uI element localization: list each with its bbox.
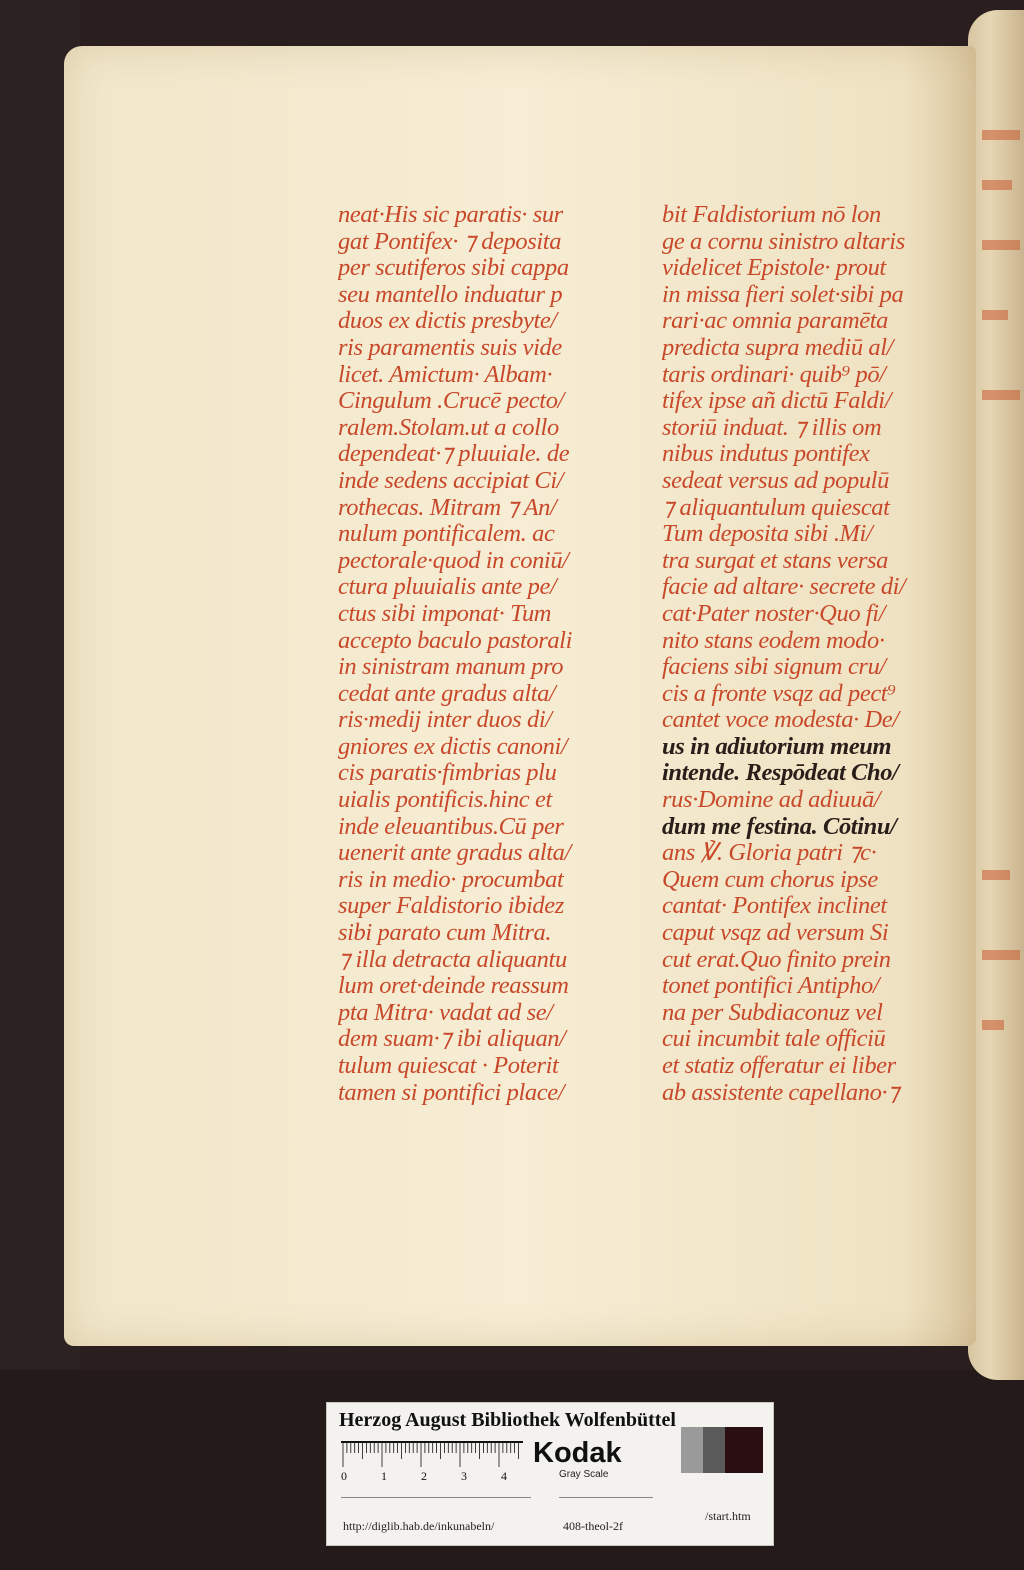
library-label xyxy=(326,1402,774,1546)
text-line: cantet voce modesta· De/ xyxy=(662,707,899,734)
text-line: videlicet Epistole· prout xyxy=(662,255,886,282)
text-line: licet. Amictum· Albam· xyxy=(338,361,553,388)
left-text-column xyxy=(338,202,630,1106)
text-line: Quem cum chorus ipse xyxy=(662,866,878,893)
ruler-numbers xyxy=(341,1469,531,1485)
text-line: inde eleuantibus.Cū per xyxy=(338,813,564,840)
text-line: nito stans eodem modo· xyxy=(662,627,885,654)
ruler-scale xyxy=(341,1441,523,1469)
text-line: tonet pontifici Antipho/ xyxy=(662,973,880,1000)
text-line: caput vsqz ad versum Si xyxy=(662,920,889,947)
text-line: cis a fronte vsqz ad pect⁹ xyxy=(662,680,896,707)
text-line: cantat· Pontifex inclinet xyxy=(662,893,887,920)
right-text-column xyxy=(662,202,954,1106)
ruler-number: 2 xyxy=(421,1469,427,1483)
text-line: tamen si pontifici place/ xyxy=(338,1079,565,1106)
text-line: ⁊ illa detracta aliquantu xyxy=(338,946,567,973)
text-line: ris in medio· procumbat xyxy=(338,866,564,893)
text-line: per scutiferos sibi cappa xyxy=(338,255,569,282)
shelfmark: 408-theol-2f xyxy=(563,1519,623,1533)
text-line: in sinistram manum pro xyxy=(338,654,564,681)
text-line: gniores ex dictis canoni/ xyxy=(338,733,568,760)
text-line: sedeat versus ad populū xyxy=(662,467,889,494)
gray-swatch-light xyxy=(681,1427,703,1473)
text-line: rus·Domine ad adiuuā/ xyxy=(662,787,881,814)
text-line: ralem.Stolam.ut a collo xyxy=(338,414,559,441)
text-line: tulum quiescat · Poterit xyxy=(338,1053,559,1079)
text-line: facie ad altare· secrete di/ xyxy=(662,574,906,601)
text-line: cat·Pater noster·Quo fi/ xyxy=(662,600,886,627)
library-title: Herzog August Bibliothek Wolfenbüttel xyxy=(339,1409,676,1431)
text-line: na per Subdiaconuz vel xyxy=(662,999,883,1026)
text-line: tifex ipse añ dictū Faldi/ xyxy=(662,388,892,415)
text-line: sibi parato cum Mitra. xyxy=(338,920,552,947)
text-line: rari·ac omnia paramēta xyxy=(662,308,888,335)
ruler-number: 4 xyxy=(501,1469,507,1483)
text-line: pectorale·quod in coniū/ xyxy=(338,547,569,574)
text-line: storiū induat. ⁊ illis om xyxy=(662,414,882,441)
text-line: uialis pontificis.hinc et xyxy=(338,787,552,814)
text-line: dem suam·⁊ ibi aliquan/ xyxy=(338,1026,566,1053)
text-line: et statiz offeratur ei liber xyxy=(662,1053,896,1079)
text-line: ctura pluuialis ante pe/ xyxy=(338,574,557,601)
text-line: us in adiutorium meum xyxy=(662,733,892,760)
text-line: ge a cornu sinistro altaris xyxy=(662,228,905,255)
text-line: Tum deposita sibi .Mi/ xyxy=(662,521,873,548)
text-line: ab assistente capellano·⁊ xyxy=(662,1079,899,1106)
text-line: cedat ante gradus alta/ xyxy=(338,680,556,707)
text-line: cui incumbit tale officiū xyxy=(662,1026,886,1053)
text-line: nulum pontificalem. ac xyxy=(338,521,555,548)
text-line: cis paratis·fimbrias plu xyxy=(338,760,557,787)
text-line: rothecas. Mitram ⁊ An/ xyxy=(338,494,557,521)
text-line: ctus sibi imponat· Tum xyxy=(338,600,552,627)
text-line: faciens sibi signum cru/ xyxy=(662,654,886,681)
url-left: http://diglib.hab.de/inkunabeln/ xyxy=(343,1519,495,1533)
text-line: dependeat·⁊ pluuiale. de xyxy=(338,441,570,468)
text-line: bit Faldistorium nō lon xyxy=(662,202,881,228)
text-line: seu mantello induatur p xyxy=(338,281,563,308)
text-line: duos ex dictis presbyte/ xyxy=(338,308,557,335)
text-line: ris paramentis suis vide xyxy=(338,334,562,361)
gray-swatch-mid xyxy=(703,1427,725,1473)
text-line: lum oret·deinde reassum xyxy=(338,973,569,1000)
text-line: dum me festina. Cōtinu/ xyxy=(662,813,897,840)
text-line: ⁊ aliquantulum quiescat xyxy=(662,494,890,521)
text-line: neat·His sic paratis· sur xyxy=(338,202,563,228)
text-line: ans ℣. Gloria patri ⁊c· xyxy=(662,840,877,867)
text-line: intende. Respōdeat Cho/ xyxy=(662,760,899,787)
text-line: uenerit ante gradus alta/ xyxy=(338,840,571,867)
text-line: super Faldistorio ibidez xyxy=(338,893,564,920)
url-right: /start.htm xyxy=(705,1509,751,1523)
text-line: taris ordinari· quib⁹ pō/ xyxy=(662,361,886,388)
ruler-number: 0 xyxy=(341,1469,347,1483)
text-line: pta Mitra· vadat ad se/ xyxy=(338,999,553,1026)
gray-swatch-dark xyxy=(725,1427,763,1473)
text-line: nibus indutus pontifex xyxy=(662,441,870,468)
manuscript-page xyxy=(64,46,976,1346)
ruler-number: 1 xyxy=(381,1469,387,1483)
kodak-logo: Kodak xyxy=(533,1437,622,1469)
text-line: gat Pontifex· ⁊ deposita xyxy=(338,228,562,255)
text-line: in missa fieri solet·sibi pa xyxy=(662,281,904,308)
next-page-edge xyxy=(968,10,1024,1380)
text-line: accepto baculo pastorali xyxy=(338,627,573,654)
ruler-number: 3 xyxy=(461,1469,467,1483)
text-line: ris·medij inter duos di/ xyxy=(338,707,552,734)
text-line: tra surgat et stans versa xyxy=(662,547,888,574)
text-line: Cingulum .Crucē pecto/ xyxy=(338,388,564,415)
text-line: cut erat.Quo finito prein xyxy=(662,946,891,973)
gray-scale-caption: Gray Scale xyxy=(559,1469,609,1480)
text-line: predicta supra mediū al/ xyxy=(662,334,894,361)
text-line: inde sedens accipiat Ci/ xyxy=(338,467,564,494)
